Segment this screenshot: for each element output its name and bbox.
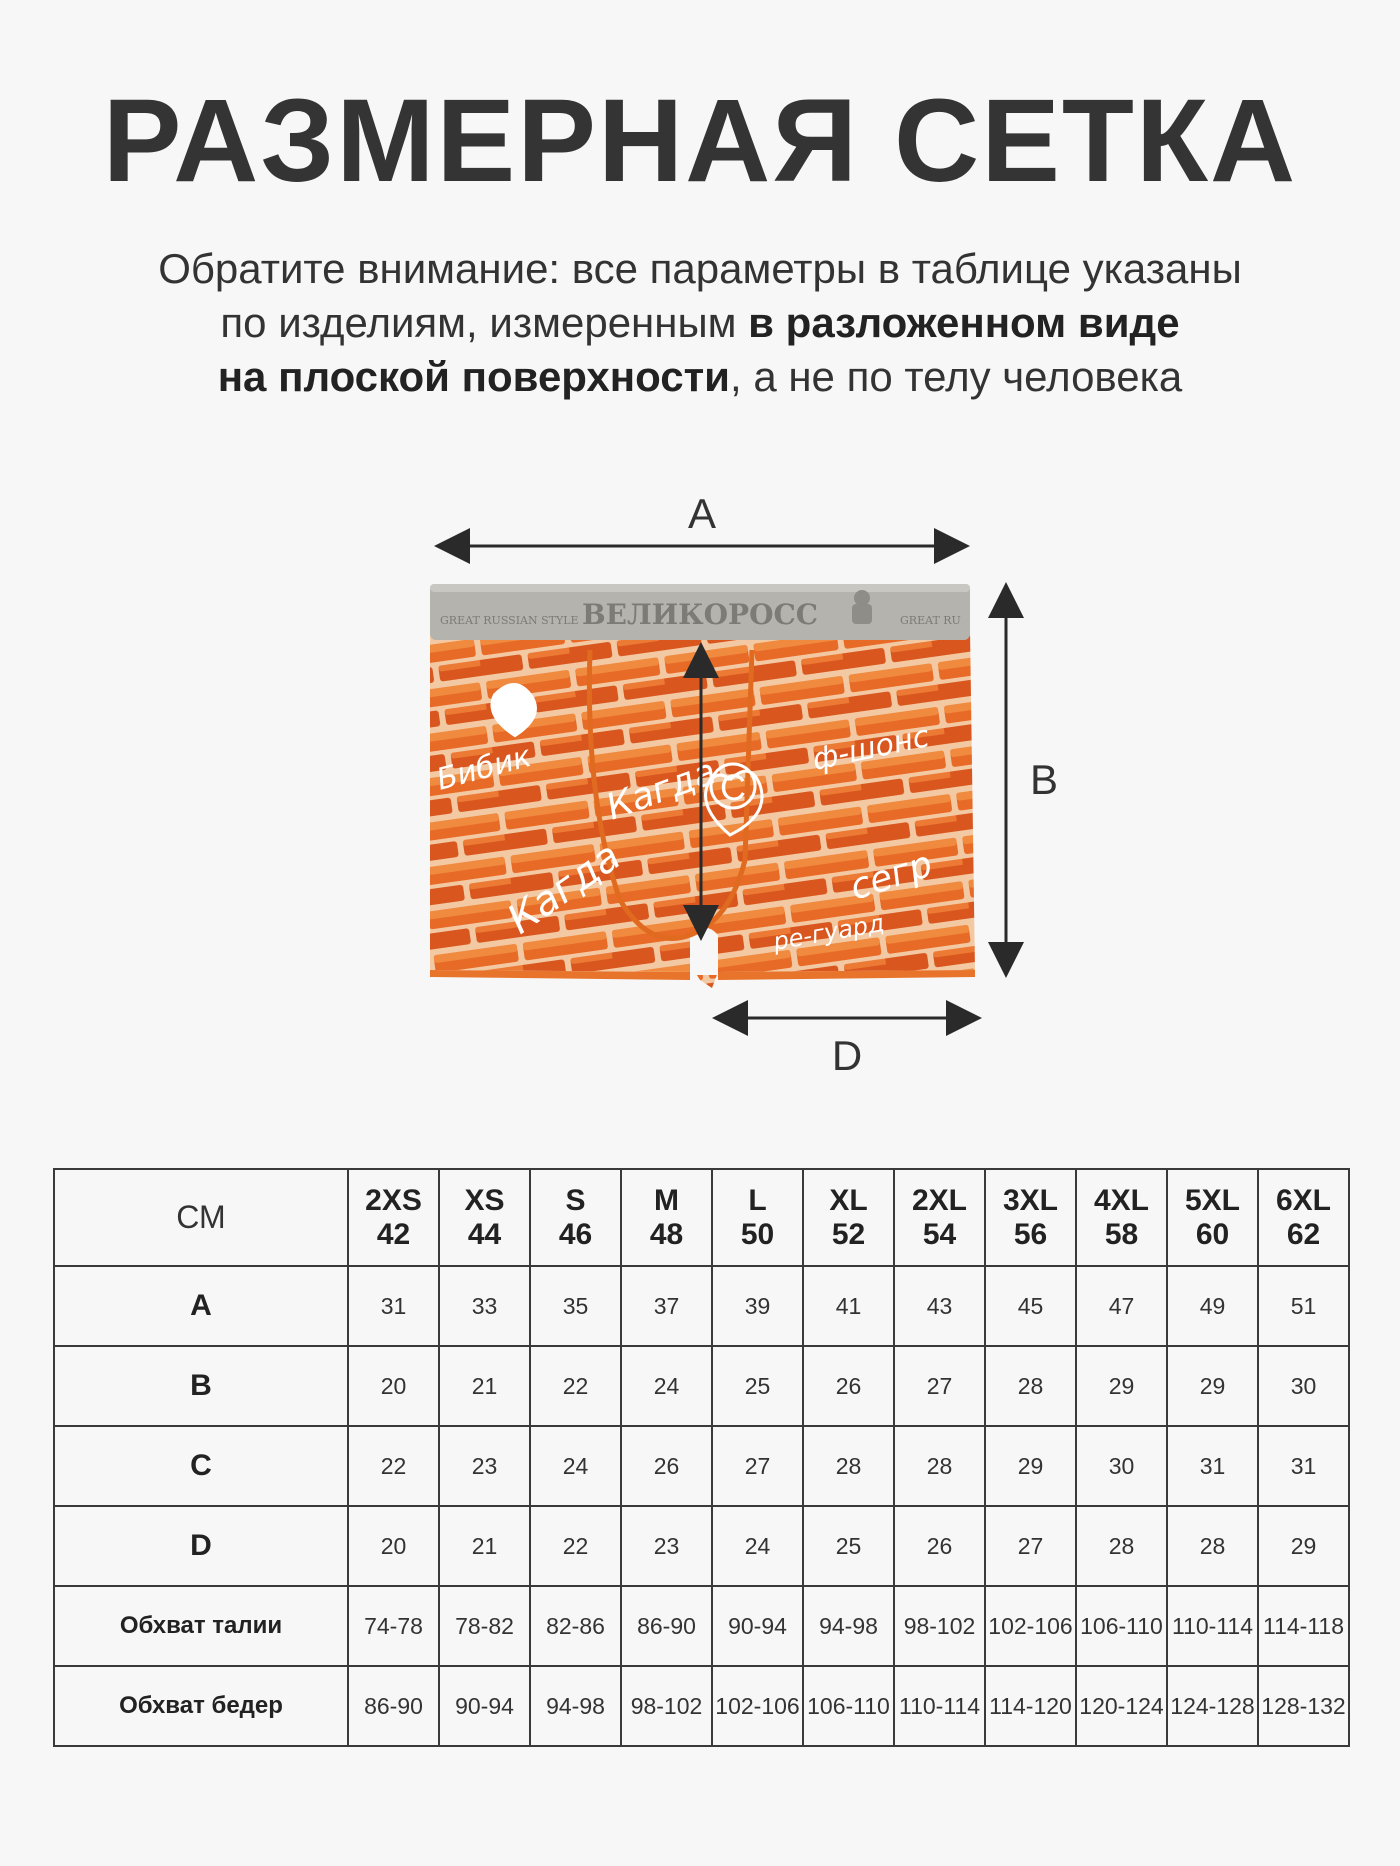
dimension-c-label: C (720, 767, 746, 808)
table-cell: 29 (1258, 1506, 1349, 1586)
waistband-brand: ВЕЛИКОРОСС (581, 598, 819, 631)
table-cell: 78-82 (439, 1586, 530, 1666)
table-cell: 26 (803, 1346, 894, 1426)
measurement-diagram (0, 480, 1400, 1080)
table-cell: 29 (1076, 1346, 1167, 1426)
table-cell: 128-132 (1258, 1666, 1349, 1746)
graffiti-text-6: ре-гуард (771, 908, 887, 956)
table-cell: 23 (621, 1506, 712, 1586)
page-title: РАЗМЕРНАЯ СЕТКА (102, 75, 1298, 207)
size-header-cell (1076, 1169, 1167, 1266)
table-cell: 30 (1076, 1426, 1167, 1506)
note-line-2-plain: по изделиям, измеренным (220, 299, 749, 346)
table-cell: 114-118 (1258, 1586, 1349, 1666)
row-label: B (54, 1346, 348, 1426)
graffiti-text-3: Кагда (499, 833, 630, 944)
size-intl: M (654, 1183, 679, 1217)
size-header-cell (621, 1169, 712, 1266)
table-cell: 30 (1258, 1346, 1349, 1426)
table-cell: 86-90 (621, 1586, 712, 1666)
row-label: Обхват бедер (54, 1666, 348, 1746)
table-cell: 37 (621, 1266, 712, 1346)
dimension-d-label: D (831, 1032, 863, 1079)
size-intl: 2XL (911, 1183, 968, 1217)
table-cell: 22 (530, 1346, 621, 1426)
table-cell: 28 (803, 1426, 894, 1506)
size-intl: S (565, 1183, 586, 1217)
table-cell: 28 (1167, 1506, 1258, 1586)
table-cell: 49 (1167, 1266, 1258, 1346)
table-cell: 24 (621, 1346, 712, 1426)
table-cell: 74-78 (348, 1586, 439, 1666)
table-cell: 25 (803, 1506, 894, 1586)
waistband-slogan-right: GREAT RU (900, 614, 961, 627)
table-cell: 26 (894, 1506, 985, 1586)
size-ru: 50 (740, 1217, 775, 1251)
table-row (54, 1266, 1349, 1346)
size-ru: 60 (1195, 1217, 1230, 1251)
table-cell: 27 (985, 1506, 1076, 1586)
table-row (54, 1346, 1349, 1426)
table-cell: 90-94 (712, 1586, 803, 1666)
table-cell: 47 (1076, 1266, 1167, 1346)
size-intl: XS (464, 1183, 505, 1217)
table-cell: 24 (712, 1506, 803, 1586)
table-cell: 106-110 (803, 1666, 894, 1746)
table-cell: 110-114 (894, 1666, 985, 1746)
note-line-3 (0, 350, 1400, 404)
row-label: A (54, 1266, 348, 1346)
table-cell: 33 (439, 1266, 530, 1346)
graffiti-text-2: Кагда (601, 751, 722, 829)
size-ru: 44 (467, 1217, 502, 1251)
size-header-cell (348, 1169, 439, 1266)
size-intl: 5XL (1184, 1183, 1241, 1217)
table-cell: 86-90 (348, 1666, 439, 1746)
table-cell: 98-102 (621, 1666, 712, 1746)
table-cell: 120-124 (1076, 1666, 1167, 1746)
graffiti-text-1: Бибик (433, 739, 535, 798)
row-label: Обхват талии (54, 1586, 348, 1666)
table-cell: 102-106 (985, 1586, 1076, 1666)
graffiti-text-4: ф-шонс (809, 718, 933, 778)
dimension-b-label: B (1029, 756, 1059, 803)
row-label: D (54, 1506, 348, 1586)
note-line-3-plain: , а не по телу человека (729, 353, 1183, 400)
size-intl: 3XL (1002, 1183, 1059, 1217)
table-cell: 98-102 (894, 1586, 985, 1666)
note-line-3-bold: на плоской поверхности (217, 353, 730, 400)
size-header-cell (1258, 1169, 1349, 1266)
size-header-cell (803, 1169, 894, 1266)
dimension-a-label: A (687, 490, 717, 537)
table-cell: 27 (894, 1346, 985, 1426)
size-header-cell (712, 1169, 803, 1266)
table-row (54, 1426, 1349, 1506)
size-ru: 52 (831, 1217, 866, 1251)
table-cell: 26 (621, 1426, 712, 1506)
size-intl: 2XS (365, 1183, 422, 1217)
table-cell: 28 (894, 1426, 985, 1506)
size-ru: 46 (558, 1217, 593, 1251)
waistband-slogan-left: GREAT RUSSIAN STYLE (440, 614, 579, 627)
table-cell: 51 (1258, 1266, 1349, 1346)
size-intl: 4XL (1093, 1183, 1150, 1217)
table-cell: 28 (985, 1346, 1076, 1426)
size-ru: 42 (376, 1217, 411, 1251)
table-cell: 22 (348, 1426, 439, 1506)
note-line-2 (0, 296, 1400, 350)
size-header-cell (894, 1169, 985, 1266)
size-intl: 6XL (1275, 1183, 1332, 1217)
table-cell: 102-106 (712, 1666, 803, 1746)
table-cell: 35 (530, 1266, 621, 1346)
row-label: C (54, 1426, 348, 1506)
table-cell: 22 (530, 1506, 621, 1586)
size-intl: XL (829, 1183, 868, 1217)
size-header-cell (1167, 1169, 1258, 1266)
size-ru: 54 (922, 1217, 957, 1251)
unit-header: СМ (54, 1169, 348, 1266)
table-cell: 21 (439, 1346, 530, 1426)
table-cell: 28 (1076, 1506, 1167, 1586)
table-cell: 45 (985, 1266, 1076, 1346)
measurement-note (0, 242, 1400, 404)
graffiti-text-5: сегр (845, 843, 938, 909)
table-cell: 82-86 (530, 1586, 621, 1666)
table-cell: 24 (530, 1426, 621, 1506)
size-table (53, 1168, 1350, 1747)
table-cell: 23 (439, 1426, 530, 1506)
table-cell: 114-120 (985, 1666, 1076, 1746)
size-ru: 48 (649, 1217, 684, 1251)
table-cell: 31 (1167, 1426, 1258, 1506)
size-header-row (54, 1169, 1349, 1266)
note-line-2-bold: в разложенном виде (748, 299, 1180, 346)
table-cell: 20 (348, 1346, 439, 1426)
table-cell: 39 (712, 1266, 803, 1346)
table-cell: 31 (348, 1266, 439, 1346)
table-cell: 41 (803, 1266, 894, 1346)
table-cell: 20 (348, 1506, 439, 1586)
size-ru: 58 (1104, 1217, 1139, 1251)
table-cell: 29 (1167, 1346, 1258, 1426)
table-cell: 90-94 (439, 1666, 530, 1746)
table-cell: 94-98 (803, 1586, 894, 1666)
table-cell: 106-110 (1076, 1586, 1167, 1666)
note-line-1: Обратите внимание: все параметры в таблице указаны (158, 245, 1242, 292)
size-intl: L (748, 1183, 767, 1217)
boxer-briefs-illustration (0, 480, 1400, 1080)
size-header-cell (985, 1169, 1076, 1266)
table-row (54, 1506, 1349, 1586)
table-cell: 124-128 (1167, 1666, 1258, 1746)
table-cell: 94-98 (530, 1666, 621, 1746)
size-ru: 62 (1286, 1217, 1321, 1251)
table-cell: 110-114 (1167, 1586, 1258, 1666)
table-cell: 31 (1258, 1426, 1349, 1506)
table-row (54, 1586, 1349, 1666)
size-ru: 56 (1013, 1217, 1048, 1251)
table-row (54, 1666, 1349, 1746)
table-cell: 29 (985, 1426, 1076, 1506)
table-cell: 43 (894, 1266, 985, 1346)
size-header-cell (439, 1169, 530, 1266)
table-cell: 27 (712, 1426, 803, 1506)
table-cell: 25 (712, 1346, 803, 1426)
waistband-ornament-icon (852, 590, 872, 624)
table-cell: 21 (439, 1506, 530, 1586)
size-header-cell (530, 1169, 621, 1266)
